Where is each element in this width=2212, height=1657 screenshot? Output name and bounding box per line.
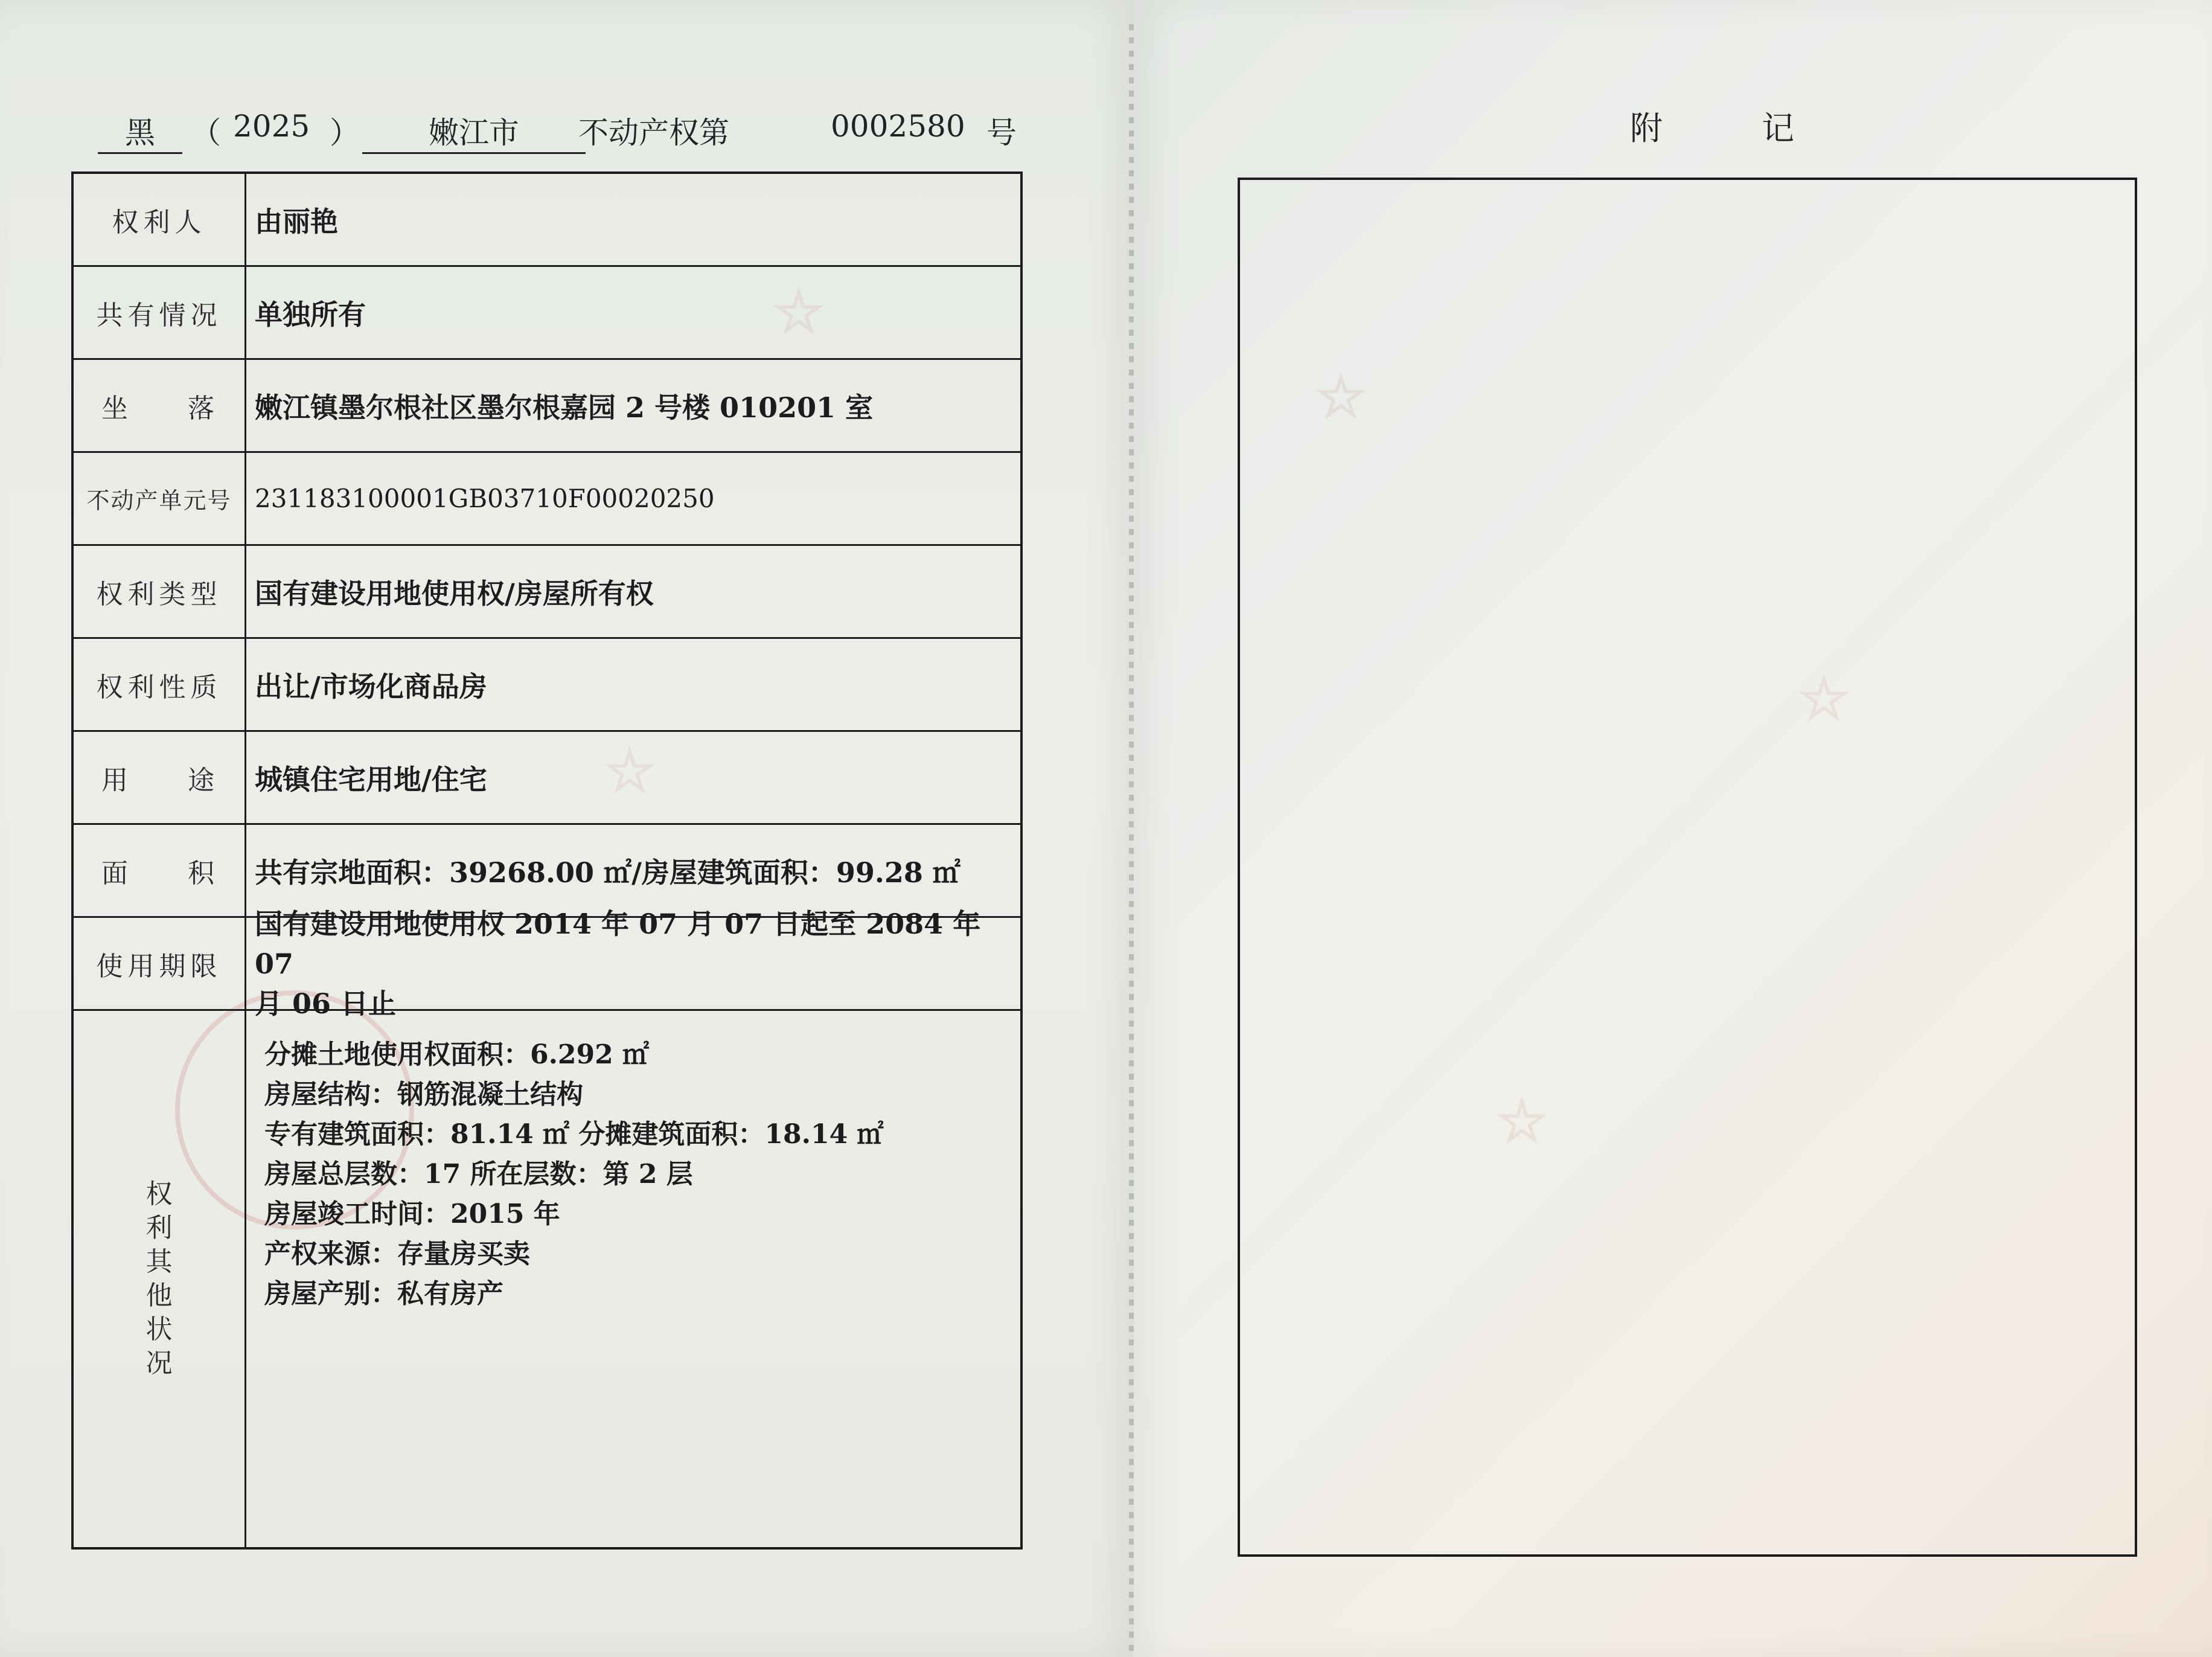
row-label: 权利类型 xyxy=(74,546,246,637)
row-label xyxy=(74,360,246,451)
other-line: 房屋产别：私有房产 xyxy=(264,1278,503,1309)
table-row xyxy=(74,639,1020,732)
annotations-title-char: 附 xyxy=(1630,109,1665,147)
row-label: 不动产单元号 xyxy=(74,453,246,544)
row-label: 权利人 xyxy=(74,174,246,265)
table-row xyxy=(74,732,1020,825)
year-field: 2025 xyxy=(233,109,310,144)
row-value: 由丽艳 xyxy=(255,205,338,238)
cert-label: 不动产权第 xyxy=(578,115,729,150)
cert-suffix: 号 xyxy=(986,115,1017,150)
cert-number: 0002580 xyxy=(831,109,965,144)
table-row xyxy=(74,453,1020,546)
row-label-char: 积 xyxy=(188,857,214,889)
term-line-2: 月 06 日止 xyxy=(255,987,397,1020)
watermark: ☆ xyxy=(1315,362,1375,431)
table-row xyxy=(74,907,1020,1020)
other-line: 房屋竣工时间：2015 年 xyxy=(264,1199,560,1229)
row-label-char: 坐 xyxy=(101,393,128,424)
label-char: 状 xyxy=(145,1314,173,1345)
row-label-char: 用 xyxy=(101,764,128,796)
table-row xyxy=(74,267,1020,360)
annotations-box xyxy=(1238,178,2137,1557)
row-value: 国有建设用地使用权/房屋所有权 xyxy=(255,577,654,610)
row-value xyxy=(255,907,1002,1020)
row-label: 权利性质 xyxy=(74,639,246,730)
watermark: ☆ xyxy=(773,278,833,346)
other-line: 专有建筑面积：81.14 ㎡ 分摊建筑面积：18.14 ㎡ xyxy=(264,1119,884,1150)
label-char: 利 xyxy=(145,1213,173,1243)
other-line: 房屋总层数：17 所在层数：第 2 层 xyxy=(264,1159,693,1190)
row-label: 使用期限 xyxy=(74,918,246,1009)
province-field: 黑 xyxy=(98,109,182,154)
table-row xyxy=(74,360,1020,453)
table-row xyxy=(74,546,1020,639)
row-value: 共有宗地面积：39268.00 ㎡/房屋建筑面积：99.28 ㎡ xyxy=(255,856,961,889)
row-label-char: 途 xyxy=(188,764,214,796)
annotations-title-char: 记 xyxy=(1762,109,1797,147)
other-line: 产权来源：存量房买卖 xyxy=(264,1239,530,1269)
row-label-char: 落 xyxy=(188,393,214,424)
watermark: ☆ xyxy=(604,737,663,805)
row-label-char: 面 xyxy=(101,857,128,889)
label-char: 况 xyxy=(145,1348,173,1379)
row-label: 共有情况 xyxy=(74,267,246,358)
paren-open: （ xyxy=(191,115,221,150)
rights-table xyxy=(71,171,1023,1550)
paren-close: ） xyxy=(330,115,360,150)
label-char: 权 xyxy=(145,1179,173,1210)
other-line: 房屋结构：钢筋混凝土结构 xyxy=(264,1079,583,1110)
city-field: 嫩江市 xyxy=(362,109,586,154)
other-line: 分摊土地使用权面积：6.292 ㎡ xyxy=(264,1039,650,1070)
label-char: 他 xyxy=(145,1280,173,1311)
label-char: 其 xyxy=(145,1246,173,1277)
other-status-row xyxy=(74,1011,1020,1547)
row-value: 单独所有 xyxy=(255,298,366,331)
row-value: 城镇住宅用地/住宅 xyxy=(255,763,487,796)
row-value: 231183100001GB03710F00020250 xyxy=(255,484,715,513)
watermark: ☆ xyxy=(1798,664,1858,732)
row-value: 出让/市场化商品房 xyxy=(255,670,487,703)
term-line-1: 国有建设用地使用权 2014 年 07 月 07 日起至 2084 年 07 xyxy=(255,907,981,980)
table-row xyxy=(74,174,1020,267)
other-status-lines xyxy=(264,1035,884,1314)
other-status-label xyxy=(74,1011,246,1547)
watermark: ☆ xyxy=(1496,1087,1556,1155)
row-value: 嫩江镇墨尔根社区墨尔根嘉园 2 号楼 010201 室 xyxy=(255,391,874,424)
row-label xyxy=(74,732,246,823)
row-label xyxy=(74,825,246,916)
